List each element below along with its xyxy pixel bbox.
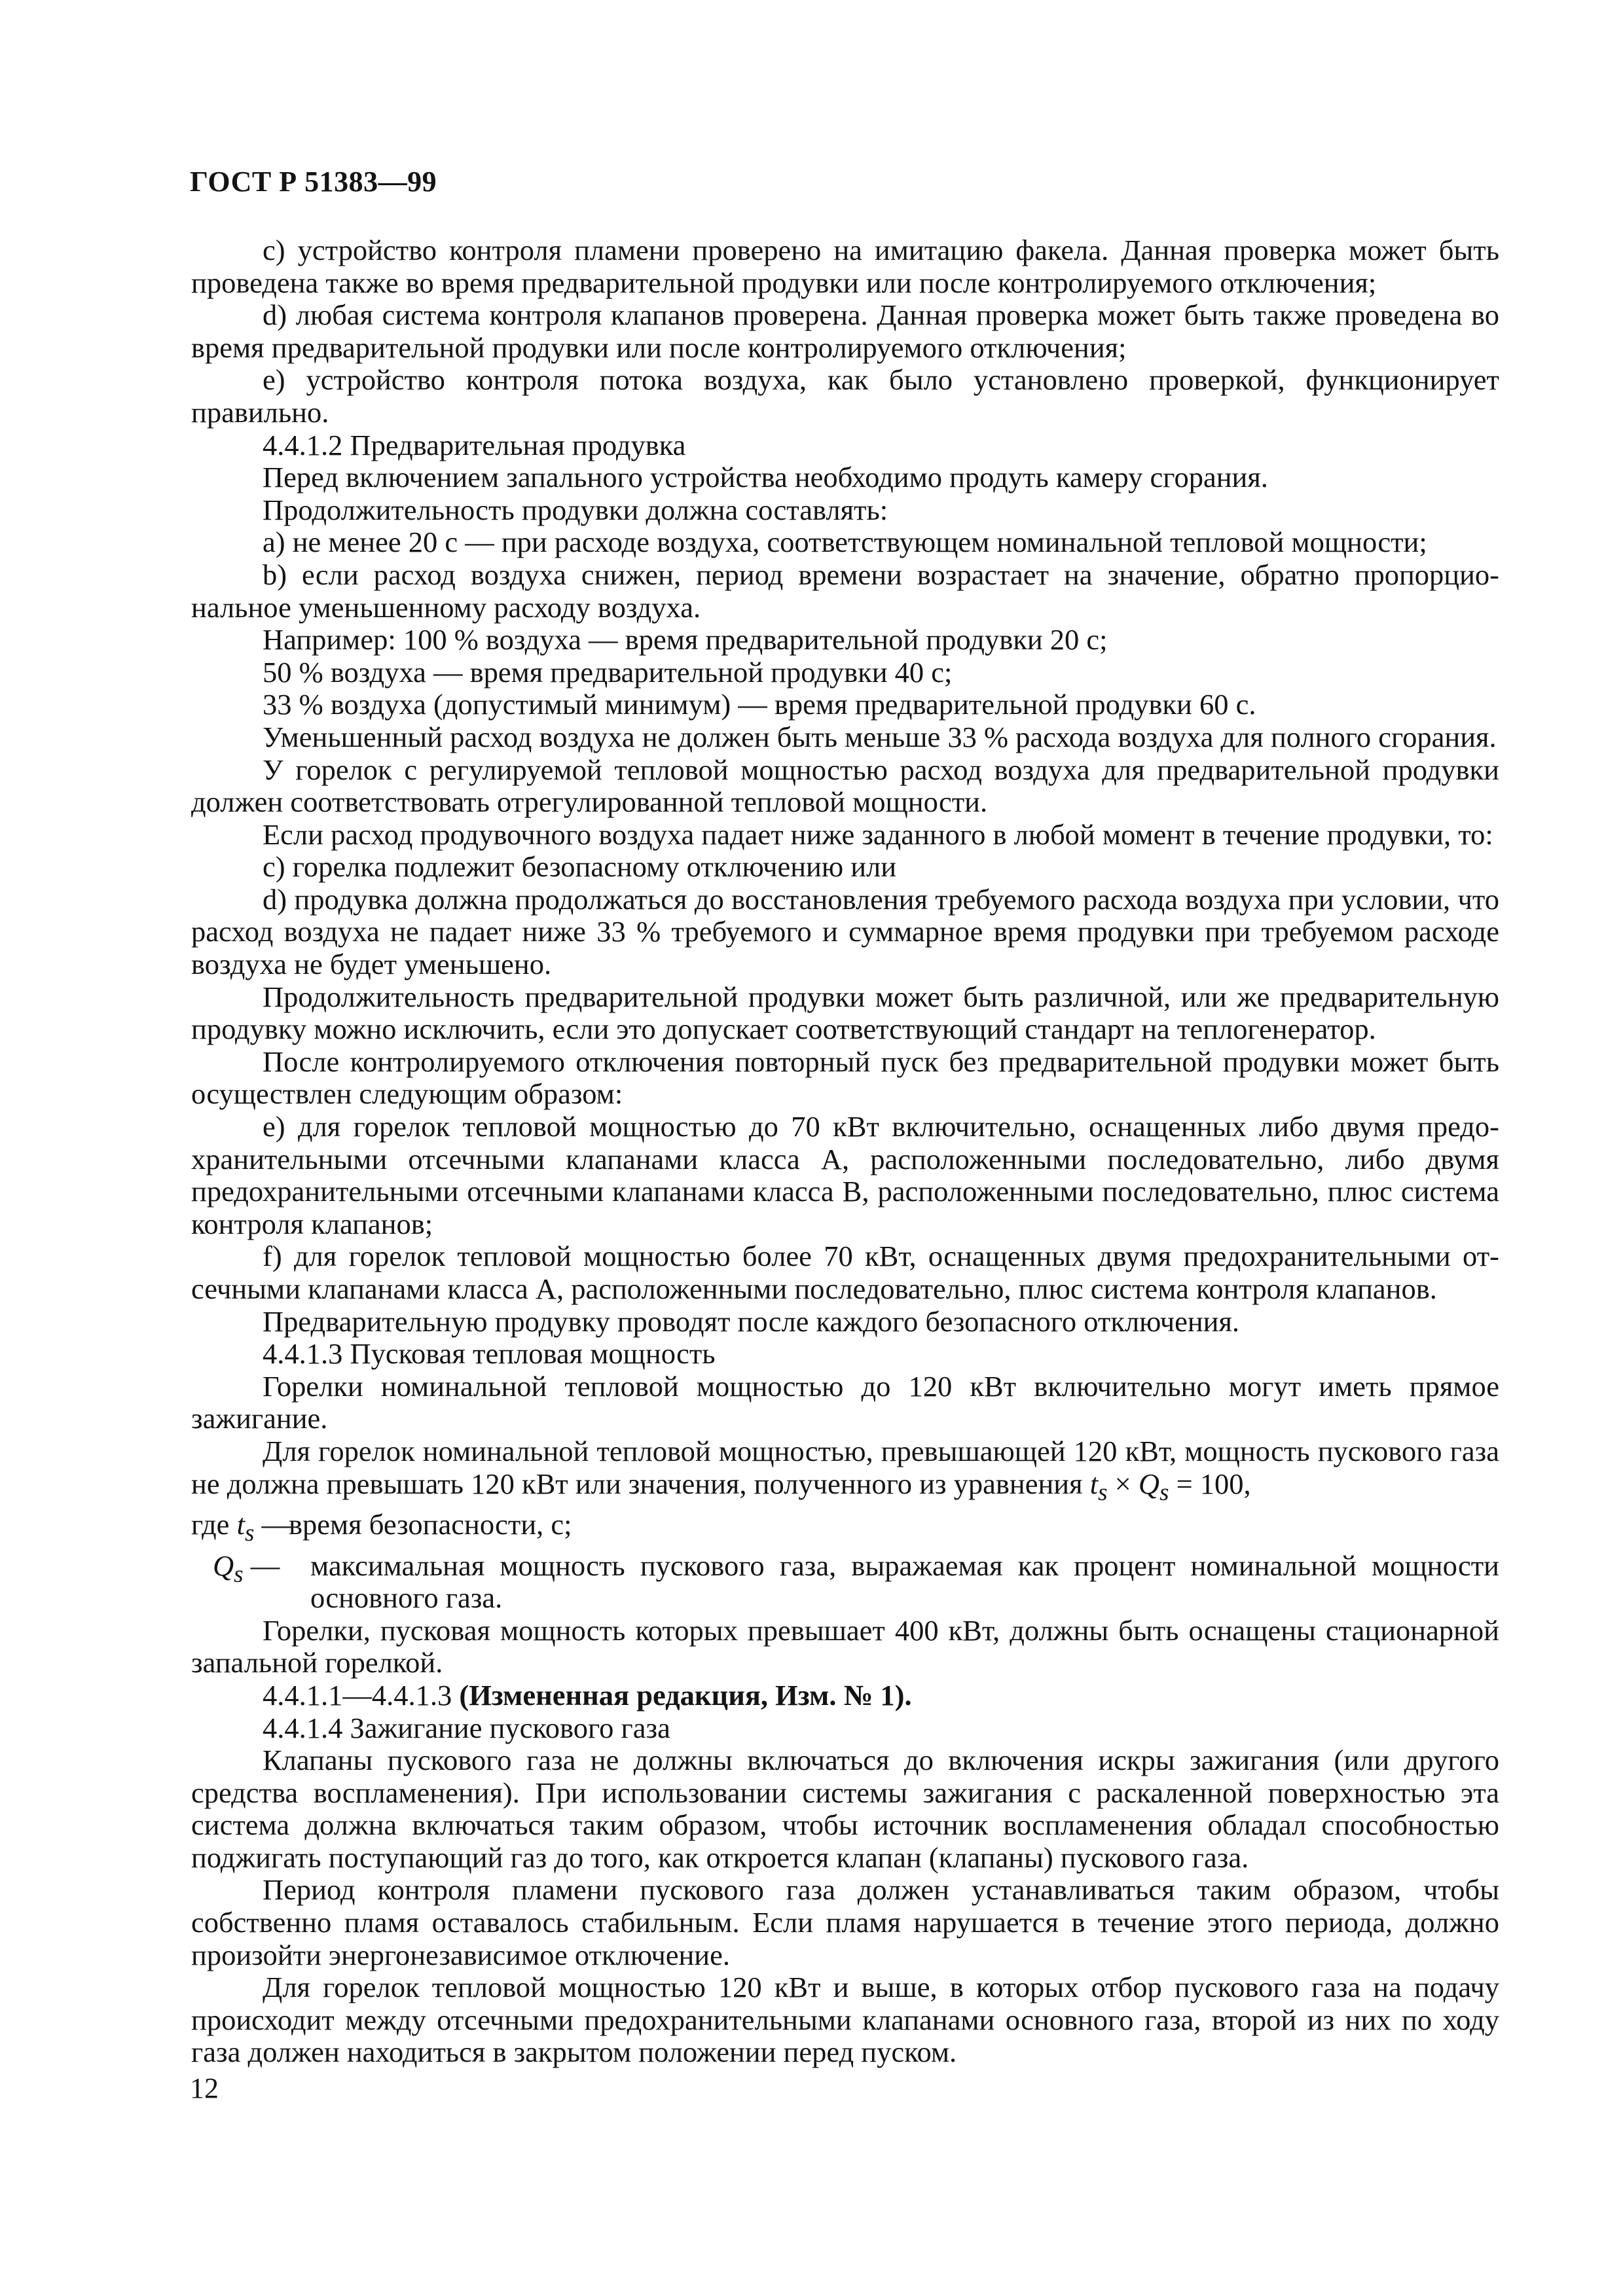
page-number: 12 — [190, 2072, 219, 2104]
paragraph: Горелки, пусковая мощность которых превышает 400 кВт, должны быть оснащены стационарной запальной горелкой. — [191, 1613, 1499, 1679]
section-4-4-1-4-heading: 4.4.1.4 Зажигание пускового газа — [263, 1711, 670, 1744]
symbol-t: t — [1089, 1467, 1099, 1500]
paragraph: Если расход продувочного воздуха падает ниже заданного в любой момент в течение продувки, то: — [263, 817, 1493, 851]
item-c-flame-check: с) устройство контроля пламени проверено на имитацию факела. Данная проверка может быть проведена также во время предварительной продувки или после контролируемого отключения; — [191, 234, 1499, 299]
where-word: где — [191, 1508, 230, 1541]
amendment-note — [191, 1679, 1499, 1712]
paragraph: Период контроля пламени пускового газа должен устанавливаться таким образом, чтобы собственно пламя оставалось стабильным. Если пламя нарушается в течение этого периода, должно произойти энергонезависимое отключение. — [191, 1873, 1499, 1971]
equation-rhs: = 100, — [1176, 1467, 1251, 1500]
subscript-s: s — [1098, 1479, 1108, 1506]
item-d-valve-check: d) любая система контроля клапанов проверена. Данная проверка может быть также проведена во время предварительной продувки или после контролируемого отключения; — [191, 298, 1499, 364]
symbol-t: t — [236, 1508, 245, 1541]
subscript-s: s — [244, 1519, 255, 1547]
item-d-continue-purge: d) продувка должна продолжаться до восстановления требуемого расхода воздуха при условии, что расход воздуха не падает ниже 33 % требуемого и суммарное время продувки при требуемом расходе воздуха не будет уменьшено. — [191, 882, 1499, 981]
paragraph: Горелки номинальной тепловой мощностью до 120 кВт включительно могут иметь прямое зажигание. — [191, 1369, 1499, 1435]
definition-term — [191, 1509, 289, 1549]
subscript-s: s — [1159, 1479, 1169, 1506]
paragraph: Продолжительность продувки должна составлять: — [263, 493, 888, 526]
item-f-restart-over-70kw: f) для горелок тепловой мощностью более 70 кВт, оснащенных двумя предохранительными отсечными клапанами класса А, расположенными последовательно, плюс система контроля клапанов. — [191, 1240, 1499, 1305]
equation-lead-text: Для горелок номинальной тепловой мощностью, превышающей 120 кВт, мощность пускового газа не должна превышать 120 кВт или значения, полученного из уравнения — [191, 1434, 1499, 1500]
paragraph-equation — [191, 1435, 1499, 1509]
times-sign: × — [1114, 1467, 1131, 1500]
definition-ts-text: время безопасности, с; — [289, 1508, 572, 1541]
paragraph: У горелок с регулируемой тепловой мощностью расход воздуха для предварительной продувки должен соответствовать отрегулированной тепловой мощности. — [191, 753, 1499, 819]
paragraph: Для горелок тепловой мощностью 120 кВт и выше, в которых отбор пускового газа на подачу происходит между отсечными предохранительными клапанами основного газа, второй из них по ходу газа должен находиться в закрытом положении перед пуском. — [191, 1971, 1499, 2069]
example-line: 33 % воздуха (допустимый минимум) — время предварительной продувки 60 с. — [263, 688, 1256, 721]
definition-dash: — — [250, 1549, 280, 1582]
item-a-purge-time: а) не менее 20 с — при расходе воздуха, соответствующем номинальной тепловой мощности; — [263, 526, 1427, 559]
item-e-restart-70kw: е) для горелок тепловой мощностью до 70 кВт включительно, оснащенных либо двумя предохранительными отсечными клапанами класса А, расположенными последовательно, либо двумя предохранительными отсечными клапанами класса В, расположенными последовательно, плюс система контроля клапанов; — [191, 1110, 1499, 1240]
section-4-4-1-2-heading: 4.4.1.2 Предварительная продувка — [263, 428, 686, 461]
paragraph: Перед включением запального устройства необходимо продуть камеру сгорания. — [263, 461, 1268, 494]
paragraph: После контролируемого отключения повторный пуск без предварительной продувки может быть осуществлен следующим образом: — [191, 1045, 1499, 1111]
item-c-safe-shutdown: с) горелка подлежит безопасному отключению или — [263, 850, 897, 884]
document-header: ГОСТ Р 51383—99 — [190, 166, 437, 198]
definition-qs — [191, 1550, 1499, 1615]
definition-ts — [191, 1509, 1499, 1549]
definition-qs-text: максимальная мощность пускового газа, выражаемая как процент номинальной мощности основного газа. — [310, 1549, 1499, 1615]
symbol-q: Q — [1138, 1467, 1159, 1500]
item-e-airflow-check: е) устройство контроля потока воздуха, как было установлено проверкой, функционирует правильно. — [191, 363, 1499, 429]
example-line: 50 % воздуха — время предварительной продувки 40 с; — [263, 655, 953, 689]
subscript-s: s — [234, 1560, 244, 1588]
document-body — [191, 234, 1499, 2069]
amendment-ref: 4.4.1.1—4.4.1.3 — [263, 1678, 452, 1712]
paragraph: Клапаны пускового газа не должны включаться до включения искры зажигания (или другого средства воспламенения). При использовании системы зажигания с раскаленной поверхностью эта система должна включаться таким образом, чтобы источник воспламенения обладал способностью поджигать поступающий газ до того, как откроется клапан (клапаны) пускового газа. — [191, 1744, 1499, 1874]
amendment-text: (Измененная редакция, Изм. № 1). — [459, 1678, 912, 1712]
paragraph: Предварительную продувку проводят после каждого безопасного отключения. — [263, 1304, 1240, 1338]
paragraph: Уменьшенный расход воздуха не должен быть меньше 33 % расхода воздуха для полного сгорания. — [263, 720, 1497, 753]
section-4-4-1-3-heading: 4.4.1.3 Пусковая тепловая мощность — [263, 1337, 716, 1371]
definition-dash: — — [261, 1508, 291, 1541]
definition-term — [191, 1550, 310, 1615]
item-b-reduced-air: b) если расход воздуха снижен, период времени возрастает на значение, обратно пропорциональное уменьшенному расходу воздуха. — [191, 558, 1499, 624]
example-line: Например: 100 % воздуха — время предварительной продувки 20 с; — [263, 623, 1108, 656]
paragraph: Продолжительность предварительной продувки может быть различной, или же предварительную продувку можно исключить, если это допускает соответствующий стандарт на теплогенератор. — [191, 980, 1499, 1046]
symbol-q: Q — [213, 1549, 234, 1582]
